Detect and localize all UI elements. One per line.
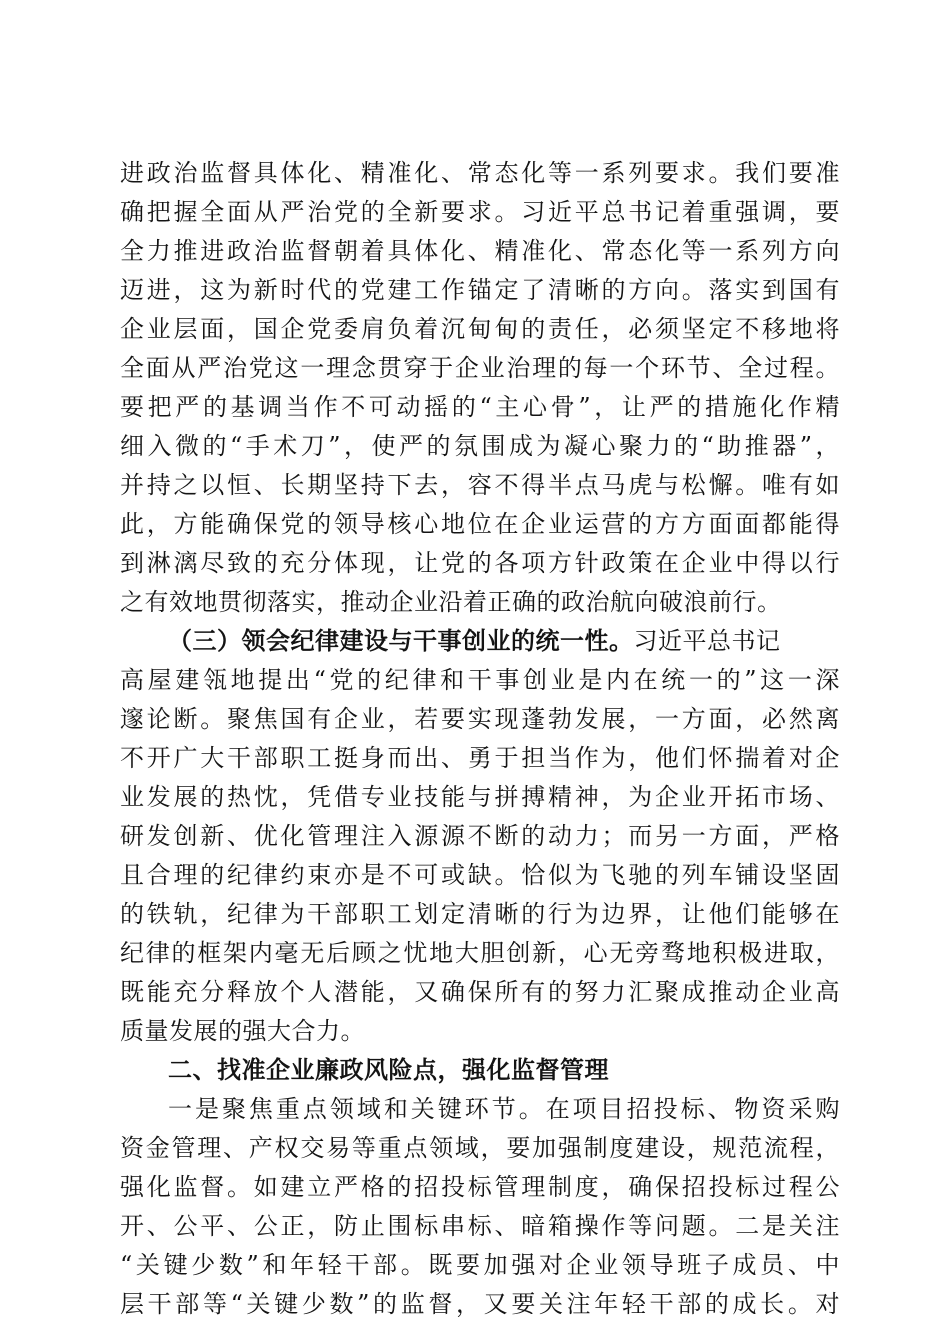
paragraph-line: 到淋漓尽致的充分体现，让党的各项方针政策在企业中得以行	[120, 549, 840, 577]
paragraph-line: 研发创新、优化管理注入源源不断的动力；而另一方面，严格	[120, 822, 840, 850]
paragraph-line: 不开广大干部职工挺身而出、勇于担当作为，他们怀揣着对企	[120, 744, 840, 772]
paragraph-line: 企业层面，国企党委肩负着沉甸甸的责任，必须坚定不移地将	[120, 315, 840, 343]
paragraph-line: 一是聚焦重点领域和关键环节。在项目招投标、物资采购	[168, 1095, 840, 1123]
paragraph-line: “关键少数”和年轻干部。既要加强对企业领导班子成员、中	[120, 1251, 840, 1279]
paragraph-line: 业发展的热忱，凭借专业技能与拼搏精神，为企业开拓市场、	[120, 783, 840, 811]
paragraph-line: 全面从严治党这一理念贯穿于企业治理的每一个环节、全过程。	[120, 354, 840, 382]
paragraph-line: 细入微的“手术刀”，使严的氛围成为凝心聚力的“助推器”，	[120, 432, 840, 460]
section-2-heading: 二、找准企业廉政风险点，强化监督管理	[168, 1056, 609, 1084]
paragraph-line: 之有效地贯彻落实，推动企业沿着正确的政治航向破浪前行。	[120, 588, 782, 616]
section-3-first-line	[168, 621, 840, 661]
paragraph-line: 确把握全面从严治党的全新要求。习近平总书记着重强调，要	[120, 198, 840, 226]
paragraph-line: 迈进，这为新时代的党建工作锚定了清晰的方向。落实到国有	[120, 276, 840, 304]
paragraph-line: 既能充分释放个人潜能，又确保所有的努力汇聚成推动企业高	[120, 978, 840, 1006]
paragraph-line: 且合理的纪律约束亦是不可或缺。恰似为飞驰的列车铺设坚固	[120, 861, 840, 889]
paragraph-line: 此，方能确保党的领导核心地位在企业运营的方方面面都能得	[120, 510, 840, 538]
paragraph-line: 高屋建瓴地提出“党的纪律和干事创业是内在统一的”这一深	[120, 666, 840, 694]
paragraph-line: 并持之以恒、长期坚持下去，容不得半点马虎与松懈。唯有如	[120, 471, 840, 499]
paragraph-line: 质量发展的强大合力。	[120, 1017, 365, 1045]
paragraph-line: 开、公平、公正，防止围标串标、暗箱操作等问题。二是关注	[120, 1212, 840, 1240]
paragraph-line: 强化监督。如建立严格的招投标管理制度，确保招投标过程公	[120, 1173, 840, 1201]
paragraph-line: 的铁轨，纪律为干部职工划定清晰的行为边界，让他们能够在	[120, 900, 840, 928]
paragraph-line: 资金管理、产权交易等重点领域，要加强制度建设，规范流程，	[120, 1134, 840, 1162]
paragraph-line: 进政治监督具体化、精准化、常态化等一系列要求。我们要准	[120, 159, 840, 187]
section-3-heading: （三）领会纪律建设与干事创业的统一性。	[168, 627, 634, 655]
paragraph-line: 要把严的基调当作不可动摇的“主心骨”，让严的措施化作精	[120, 393, 840, 421]
paragraph-line: 层干部等“关键少数”的监督，又要关注年轻干部的成长。对	[120, 1290, 840, 1318]
paragraph-line: 全力推进政治监督朝着具体化、精准化、常态化等一系列方向	[120, 237, 840, 265]
section-3-lead-text: 习近平总书记	[633, 627, 781, 655]
paragraph-line: 纪律的框架内毫无后顾之忧地大胆创新，心无旁骛地积极进取，	[120, 939, 840, 967]
paragraph-line: 邃论断。聚焦国有企业，若要实现蓬勃发展，一方面，必然离	[120, 705, 840, 733]
